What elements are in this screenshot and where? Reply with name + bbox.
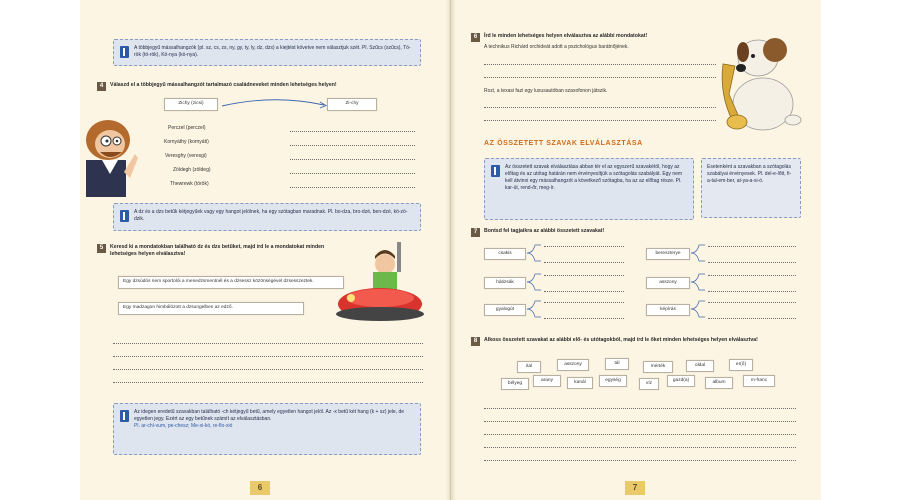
answer-line[interactable] [708,275,796,276]
info-text: Az idegen eredetű szavakban található -ch kétjegyű betű, amely egyetlen hangot jelöl. Az -x betű két hang (k + sz) jele, de egyetlen jegy. Ezért az egy betűnek számít az elválasztásban. Pl. ar-chí-vum, pe-chesz; Me-xi-kó, re-flo-xió [134,409,405,429]
answer-line[interactable] [113,369,423,370]
answer-line[interactable] [484,120,716,121]
answer-line[interactable] [708,262,796,263]
compound-word-box: gyalogút [484,304,526,316]
answer-line[interactable] [484,434,796,435]
answer-line[interactable] [113,356,423,357]
right-page [451,0,821,500]
answer-line[interactable] [484,107,716,108]
answer-line[interactable] [113,343,423,344]
dog-saxophone-illustration [713,34,805,134]
split-arrows-icon [689,240,707,322]
example-answer-box: Zi-chy [327,98,377,111]
info-examples: Pl. ar-chí-vum, pe-chesz; Me-xi-kó, re-flo-xió [134,423,233,429]
answer-line[interactable] [290,159,415,160]
info-box-dz [113,203,421,231]
task-number: 7 [471,228,480,237]
word-item: Veresghy (veresgi) [165,153,207,159]
sentence-box: Egy madzagon himbálózott a dzsungelben az edző. [118,302,304,315]
man-illustration [80,112,142,197]
answer-line[interactable] [708,318,796,319]
sentence: A technikus Richárd orchideát adott a pszichológus barátnőjének. [484,44,629,50]
answer-line[interactable] [290,131,415,132]
info-icon [120,410,129,422]
page-number: 7 [625,481,645,495]
compound-word-box: asszony [646,277,690,289]
word-tile: ital [517,361,541,373]
info-text: A többjegyű mássalhangzók (pl. sz, cs, zs, ny, gy, ty, ly, dz, dzs) a kiejtést követve nem választjuk szét. Pl. Szűcs (szűcs), Tö-rök (tö-rök), Kö-nya (kö-nya). [134,45,411,58]
task-number: 8 [471,337,480,346]
compound-word-box: képírás [646,304,690,316]
word-item: Kornyáthy (kornyáti) [164,139,209,145]
split-arrows-icon [525,240,543,322]
answer-line[interactable] [484,460,796,461]
word-tile: er(ő) [729,359,753,371]
task-instruction: Bontsd fel tagjaikra az alábbi összetett szavakat! [484,228,605,234]
answer-line[interactable] [544,246,624,247]
answer-line[interactable] [484,77,716,78]
task-number: 5 [97,244,106,253]
word-tile: m-franc [743,375,775,387]
info-box-digraphs [113,39,421,66]
side-note-text: Esetenként a szavakban a szótagolás szabályai érvényesek. Pl. del-e-lőtt, fi-a-tal-em-ber, at-ya-a-si-ó. [707,164,792,184]
compound-word-box: bereszterye [646,248,690,260]
compound-word-box: hátizsák [484,277,526,289]
arrow-icon [220,96,330,110]
word-tile: album [705,377,733,389]
answer-line[interactable] [113,382,423,383]
section-title: AZ ÖSSZETETT SZAVAK ELVÁLASZTÁSA [484,140,643,147]
book-gutter [446,0,456,500]
answer-line[interactable] [544,291,624,292]
task-number: 6 [471,33,480,42]
word-item: Perczel (perczel) [168,125,206,131]
answer-line[interactable] [544,262,624,263]
word-tile: gazd(a) [667,375,695,387]
word-tile: bélyeg [501,378,529,390]
sentence: Rozi, a texasi fazi egy luxusautóban szaxofonon játszik. [484,88,608,94]
side-note-box [701,158,801,218]
answer-line[interactable] [708,291,796,292]
info-box-compound [484,158,694,220]
sentence-box: Egy dzsúdós nem sportolói a menedzsmentnél és a dzsessz közönségével dzsesszeztek. [118,276,344,289]
info-text: A dz és a dzs betűk kétjegyűek vagy egy hangot jelölnek, ha egy szótagban maradnak. Pl. bo-dza, bro-dzé, ben-dzé, kö-zö-dzik. [134,209,408,222]
answer-line[interactable] [484,64,716,65]
word-tile: asszony [557,359,589,371]
bumper-car-illustration [335,242,425,327]
answer-line[interactable] [290,173,415,174]
task-number: 4 [97,82,106,91]
task-instruction: Írd le minden lehetséges helyen elválasztva az alábbi mondatokat! [484,33,648,39]
answer-line[interactable] [708,246,796,247]
answer-line[interactable] [484,421,796,422]
page-number: 6 [250,481,270,495]
answer-line[interactable] [484,408,796,409]
info-box-ch-x [113,403,421,455]
info-icon [120,210,129,222]
answer-line[interactable] [290,187,415,188]
word-tile: arany [533,375,561,387]
info-icon [491,165,500,177]
example-word-box: Zichy (zicsi) [164,98,218,111]
answer-line[interactable] [708,302,796,303]
task-instruction: Keresd ki a mondatokban található dz és dzs betűket, majd írd le a mondatokat minden lehetséges helyen elválasztva! [110,244,325,257]
word-tile: víz [639,378,659,390]
info-text: Az összetett szavak elválasztása abban tér el az egyszerű szavakétól, hogy az előtag és az utótag határán nem érvényesítjük a szótagolás szabályát. Egy nem kell átvinni egy mássalhangzót a következő szótagba, ha az az előtag része. Pl. kar-üt, rend-őr, meg-ír. [505,164,683,191]
word-item: Zöldegh (zöldeg) [173,167,211,173]
left-page [80,0,451,500]
word-tile: tál [605,358,629,370]
answer-line[interactable] [484,447,796,448]
answer-line[interactable] [290,145,415,146]
compound-word-box: csakis [484,248,526,260]
word-item: Thewrewk (török) [170,181,209,187]
info-icon [120,46,129,58]
word-tile: kanál [567,377,593,389]
word-tile: oldal [686,360,714,372]
task-instruction: Válaszd el a többjegyű mássalhangzót tartalmazó családneveket minden lehetséges helyen! [110,82,337,88]
task-instruction: Alkoss összetett szavakat az alábbi elő- és utótagokból, majd írd le őket minden lehetséges helyen elválasztva! [484,337,758,343]
word-tile: egység [599,375,627,387]
answer-line[interactable] [544,302,624,303]
word-tile: mérték [643,361,673,373]
answer-line[interactable] [544,275,624,276]
answer-line[interactable] [544,318,624,319]
